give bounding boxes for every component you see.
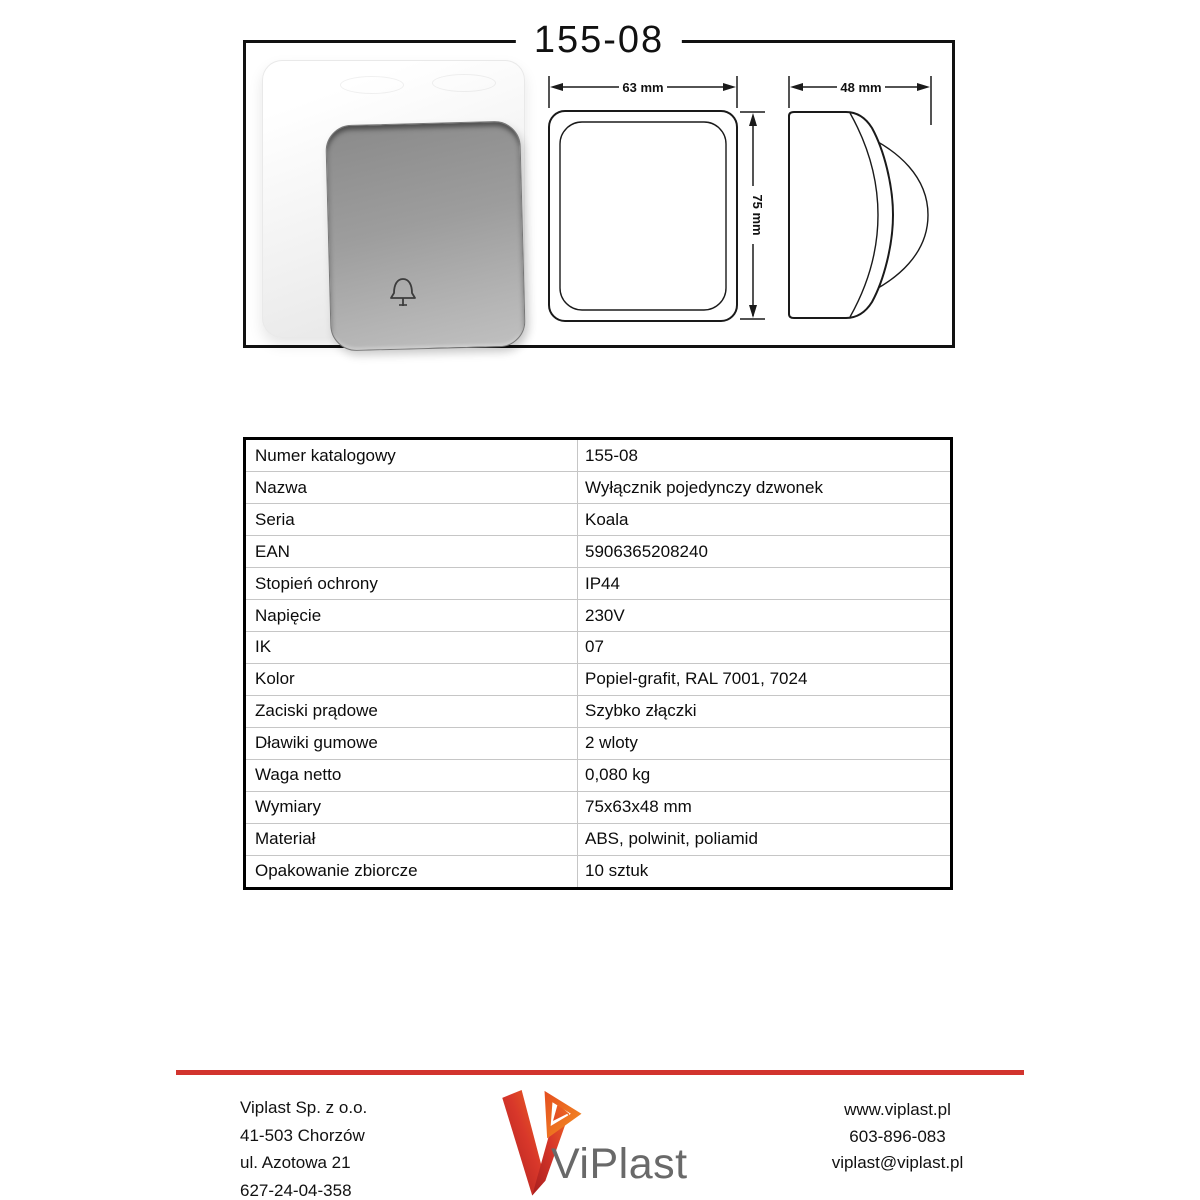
company-street: ul. Azotowa 21 (240, 1153, 351, 1172)
spec-label: Waga netto (245, 759, 578, 791)
spec-value: 07 (578, 632, 952, 664)
table-row (245, 727, 952, 759)
spec-table (243, 437, 953, 890)
table-row (245, 504, 952, 536)
spec-value: 10 sztuk (578, 855, 952, 888)
company-phone: 627-24-04-358 (240, 1180, 352, 1200)
table-row (245, 663, 952, 695)
spec-label: EAN (245, 536, 578, 568)
spec-label: Zaciski prądowe (245, 695, 578, 727)
contact-info (795, 1097, 1000, 1177)
spec-label: Napięcie (245, 600, 578, 632)
footer-divider (176, 1070, 1024, 1075)
spec-value: 2 wloty (578, 727, 952, 759)
spec-label: Nazwa (245, 472, 578, 504)
spec-label: Numer katalogowy (245, 439, 578, 472)
table-row (245, 568, 952, 600)
spec-value: 230V (578, 600, 952, 632)
page-title: 155-08 (516, 20, 682, 62)
company-city: 41-503 Chorzów (240, 1125, 365, 1145)
table-row (245, 536, 952, 568)
spec-value: Koala (578, 504, 952, 536)
table-row (245, 855, 952, 888)
depth-dimension-label: 48 mm (840, 80, 882, 95)
company-name: Viplast Sp. z o.o. (240, 1098, 368, 1117)
spec-label: Seria (245, 504, 578, 536)
table-row (245, 472, 952, 504)
spec-label: Materiał (245, 823, 578, 855)
table-row (245, 759, 952, 791)
table-row (245, 439, 952, 472)
spec-label: Stopień ochrony (245, 568, 578, 600)
spec-label: Dławiki gumowe (245, 727, 578, 759)
spec-value: Popiel-grafit, RAL 7001, 7024 (578, 663, 952, 695)
table-row (245, 791, 952, 823)
table-row (245, 632, 952, 664)
spec-label: IK (245, 632, 578, 664)
company-address (240, 1094, 367, 1200)
width-dimension-label: 63 mm (622, 80, 664, 95)
spec-value: 155-08 (578, 439, 952, 472)
contact-phone: 603-896-083 (849, 1126, 946, 1146)
spec-value: ABS, polwinit, poliamid (578, 823, 952, 855)
contact-website: www.viplast.pl (844, 1100, 951, 1119)
spec-value: Wyłącznik pojedynczy dzwonek (578, 472, 952, 504)
dimension-75mm (740, 112, 765, 319)
dimension-drawing (246, 43, 952, 345)
spec-value: Szybko złączki (578, 695, 952, 727)
spec-label: Opakowanie zbiorcze (245, 855, 578, 888)
spec-value: 5906365208240 (578, 536, 952, 568)
spec-value: IP44 (578, 568, 952, 600)
front-view-outer (549, 111, 737, 321)
viplast-logo-text: ViPlast (551, 1140, 688, 1188)
table-row (245, 823, 952, 855)
spec-value: 0,080 kg (578, 759, 952, 791)
height-dimension-label: 75 mm (750, 194, 765, 236)
table-row (245, 695, 952, 727)
dimension-63mm (549, 76, 737, 108)
product-overview-box (243, 19, 955, 348)
table-row (245, 600, 952, 632)
spec-label: Wymiary (245, 791, 578, 823)
contact-email: viplast@viplast.pl (831, 1153, 964, 1172)
spec-label: Kolor (245, 663, 578, 695)
spec-value: 75x63x48 mm (578, 791, 952, 823)
